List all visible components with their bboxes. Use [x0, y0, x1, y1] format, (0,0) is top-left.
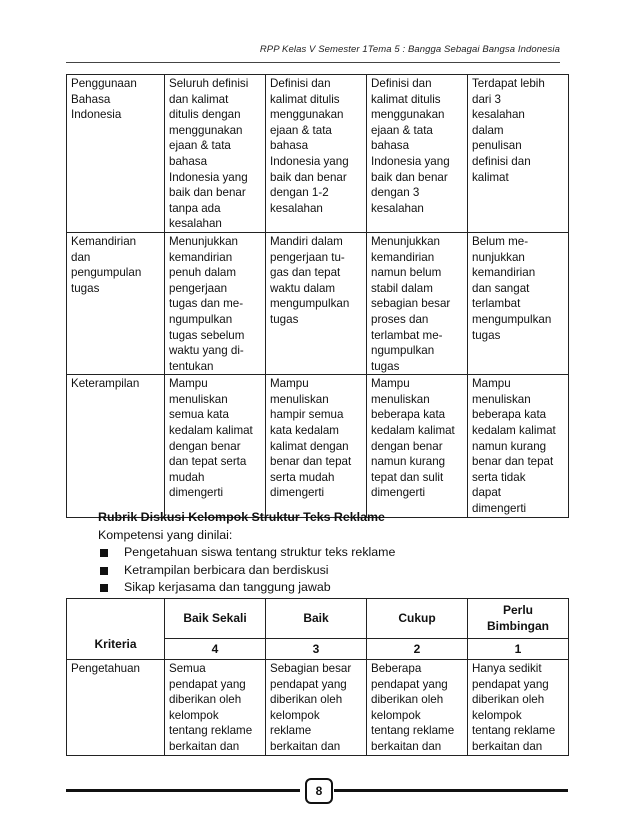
cell-line: dan sangat [472, 281, 530, 295]
descriptor-cell [468, 232, 569, 374]
cell-line: beberapa kata [371, 408, 446, 422]
cell-line: gas dan tepat [270, 266, 341, 280]
competency-text: Ketrampilan berbicara dan berdiskusi [124, 562, 329, 577]
cell-line: kelompok [472, 708, 522, 722]
cell-line: dimengerti [371, 486, 426, 500]
cell-line: bahasa [371, 139, 410, 153]
cell-line: beberapa kata [472, 408, 547, 422]
cell-line: Indonesia yang [169, 170, 248, 184]
cell-line: mengumpulkan [270, 297, 350, 311]
cell-line: dengan benar [371, 439, 443, 453]
cell-line: diberikan oleh [371, 693, 444, 707]
cell-line: Mampu [169, 377, 208, 391]
score-1: 1 [468, 639, 569, 660]
cell-line: menggunakan [371, 108, 445, 122]
cell-line: bahasa [270, 139, 309, 153]
cell-line: dengan 3 [371, 186, 420, 200]
score-2: 2 [367, 639, 468, 660]
cell-line: dengan benar [169, 439, 241, 453]
cell-line: reklame [270, 724, 312, 738]
cell-line: kelompok [270, 708, 320, 722]
running-header: RPP Kelas V Semester 1Tema 5 : Bangga Sebagai Bangsa Indonesia [259, 44, 560, 55]
cell-line: dan [71, 250, 91, 264]
header-perlu-bimbingan [468, 599, 569, 639]
descriptor-cell [266, 75, 367, 233]
header-cukup: Cukup [367, 599, 468, 639]
cell-line: proses dan [371, 312, 429, 326]
cell-line: semua kata [169, 408, 229, 422]
cell-line: tentang reklame [371, 724, 455, 738]
cell-line: kemandirian [169, 250, 233, 264]
cell-line: kedalam kalimat [472, 424, 556, 438]
cell-line: tugas [371, 359, 400, 373]
cell-line: terlambat me- [371, 328, 443, 342]
cell-line: dimengerti [169, 486, 224, 500]
cell-line: Definisi dan [270, 77, 331, 90]
cell-line: ejaan & tata [371, 123, 433, 137]
descriptor-cell [165, 375, 266, 517]
competency-item [98, 562, 395, 580]
cell-line: Bahasa [71, 92, 111, 106]
descriptor-cell [367, 660, 468, 756]
table-row [67, 375, 569, 517]
cell-line: menggunakan [270, 108, 344, 122]
square-bullet-icon [100, 584, 108, 592]
header-rule [66, 62, 560, 63]
cell-line: serta tidak [472, 470, 526, 484]
descriptor-cell [266, 660, 367, 756]
cell-line: dan tepat serta [169, 455, 247, 469]
discussion-rubric-section [98, 509, 395, 597]
cell-line: pendapat yang [371, 677, 448, 691]
cell-line: kemandirian [371, 250, 435, 264]
cell-line: diberikan oleh [472, 693, 545, 707]
cell-line: ngumpulkan [371, 344, 435, 358]
criteria-header: Kriteria [67, 599, 165, 660]
cell-line: nunjukkan [472, 250, 525, 264]
page-footer [66, 778, 568, 802]
cell-line: kedalam kalimat [169, 424, 253, 438]
cell-line: Semua [169, 662, 206, 675]
cell-line: menuliskan [270, 392, 329, 406]
cell-line: tentang reklame [169, 724, 253, 738]
cell-line: Terdapat lebih [472, 77, 545, 90]
header-line: Bimbingan [487, 619, 549, 633]
cell-line: ditulis dengan [169, 108, 241, 122]
cell-line: namun kurang [371, 455, 446, 469]
cell-line: tentang reklame [472, 724, 556, 738]
cell-line: tugas [472, 328, 501, 342]
cell-line: serta mudah [270, 470, 335, 484]
cell-line: dalam [472, 123, 504, 137]
cell-line: dari 3 [472, 92, 502, 106]
cell-line: tentukan [169, 359, 214, 373]
table-row [67, 660, 569, 756]
cell-line: ejaan & tata [270, 123, 332, 137]
cell-line: Keterampilan [71, 377, 140, 391]
competency-list [98, 544, 395, 597]
cell-line: pengerjaan [169, 281, 228, 295]
cell-line: tugas sebelum [169, 328, 245, 342]
cell-line: Mampu [270, 377, 309, 391]
cell-line: definisi dan [472, 154, 531, 168]
cell-line: mengumpulkan [472, 312, 552, 326]
cell-line: kalimat dengan [270, 439, 349, 453]
cell-line: Hanya sedikit [472, 662, 542, 675]
cell-line: namun belum [371, 266, 442, 280]
cell-line: Definisi dan [371, 77, 432, 90]
table-row [67, 75, 569, 233]
cell-line: kesalahan [169, 217, 222, 231]
cell-line: Penggunaan [71, 77, 137, 90]
descriptor-cell [266, 375, 367, 517]
cell-line: dimengerti [270, 486, 325, 500]
cell-line: penulisan [472, 139, 522, 153]
cell-line: menuliskan [371, 392, 430, 406]
criteria-cell [67, 75, 165, 233]
descriptor-cell [367, 75, 468, 233]
cell-line: diberikan oleh [270, 693, 343, 707]
cell-line: tepat dan sulit [371, 470, 444, 484]
cell-line: Mandiri dalam [270, 234, 343, 248]
cell-line: benar dan tepat [472, 455, 554, 469]
cell-line: kata kedalam [270, 424, 339, 438]
cell-line: mudah [169, 470, 205, 484]
cell-line: ejaan & tata [169, 139, 231, 153]
footer-rule-right [334, 789, 568, 792]
score-4: 4 [165, 639, 266, 660]
cell-line: dengan 1-2 [270, 186, 329, 200]
section-title: Rubrik Diskusi Kelompok Struktur Teks Reklame [98, 510, 385, 524]
cell-line: berkaitan dan [472, 739, 543, 753]
competency-text: Pengetahuan siswa tentang struktur teks reklame [124, 545, 396, 560]
cell-line: Pengetahuan [71, 662, 140, 675]
cell-line: Sebagian besar [270, 662, 352, 675]
cell-line: pendapat yang [472, 677, 549, 691]
descriptor-cell [468, 75, 569, 233]
cell-line: Seluruh definisi [169, 77, 249, 90]
cell-line: Kemandirian [71, 234, 137, 248]
section-subtitle: Kompetensi yang dinilai: [98, 527, 233, 542]
cell-line: Menunjukkan [169, 234, 238, 248]
cell-line: pendapat yang [270, 677, 347, 691]
criteria-cell [67, 232, 165, 374]
cell-line: baik dan benar [270, 170, 347, 184]
cell-line: kedalam kalimat [371, 424, 455, 438]
cell-line: kemandirian [472, 266, 536, 280]
cell-line: waktu yang di- [169, 344, 244, 358]
cell-line: stabil dalam [371, 281, 433, 295]
descriptor-cell [468, 660, 569, 756]
footer-rule-left [66, 789, 300, 792]
cell-line: bahasa [169, 154, 208, 168]
criteria-cell [67, 375, 165, 517]
competency-text: Sikap kerjasama dan tanggung jawab [124, 580, 331, 595]
table-row [67, 232, 569, 374]
cell-line: tanpa ada [169, 201, 221, 215]
cell-line: pengumpulan [71, 266, 142, 280]
descriptor-cell [165, 75, 266, 233]
cell-line: tugas [270, 312, 299, 326]
cell-line: terlambat [472, 297, 521, 311]
cell-line: kalimat ditulis [371, 92, 441, 106]
descriptor-cell [165, 232, 266, 374]
descriptor-cell [266, 232, 367, 374]
cell-line: menggunakan [169, 123, 243, 137]
cell-line: tugas dan me- [169, 297, 244, 311]
cell-line: Menunjukkan [371, 234, 440, 248]
cell-line: Indonesia [71, 108, 122, 122]
cell-line: namun kurang [472, 439, 547, 453]
discussion-rubric-table [66, 598, 569, 756]
cell-line: baik dan benar [371, 170, 448, 184]
header-line: Perlu [502, 603, 533, 618]
cell-line: baik dan benar [169, 186, 246, 200]
descriptor-cell [165, 660, 266, 756]
cell-line: dimengerti [472, 502, 527, 516]
cell-line: berkaitan dan [371, 739, 442, 753]
criteria-cell [67, 660, 165, 756]
page-number: 8 [305, 778, 333, 804]
competency-item [98, 579, 395, 597]
cell-line: kesalahan [371, 201, 424, 215]
cell-line: benar dan tepat [270, 455, 352, 469]
cell-line: menuliskan [472, 392, 531, 406]
cell-line: Beberapa [371, 662, 422, 675]
square-bullet-icon [100, 567, 108, 575]
score-3: 3 [266, 639, 367, 660]
header-baik: Baik [266, 599, 367, 639]
cell-line: ngumpulkan [169, 312, 233, 326]
cell-line: kalimat [472, 170, 509, 184]
cell-line: kesalahan [270, 201, 323, 215]
cell-line: berkaitan dan [169, 739, 240, 753]
cell-line: hampir semua [270, 408, 344, 422]
cell-line: Mampu [472, 377, 511, 391]
cell-line: Mampu [371, 377, 410, 391]
cell-line: Indonesia yang [270, 154, 349, 168]
cell-line: pendapat yang [169, 677, 246, 691]
cell-line: sebagian besar [371, 297, 451, 311]
descriptor-cell [468, 375, 569, 517]
cell-line: penuh dalam [169, 266, 237, 280]
competency-item [98, 544, 395, 562]
header-baik-sekali: Baik Sekali [165, 599, 266, 639]
cell-line: menuliskan [169, 392, 228, 406]
cell-line: Indonesia yang [371, 154, 450, 168]
cell-line: dan kalimat [169, 92, 229, 106]
cell-line: kelompok [169, 708, 219, 722]
cell-line: kesalahan [472, 108, 525, 122]
cell-line: tugas [71, 281, 100, 295]
cell-line: pengerjaan tu- [270, 250, 345, 264]
cell-line: waktu dalam [270, 281, 336, 295]
descriptor-cell [367, 375, 468, 517]
cell-line: diberikan oleh [169, 693, 242, 707]
descriptor-cell [367, 232, 468, 374]
cell-line: kelompok [371, 708, 421, 722]
cell-line: Belum me- [472, 234, 529, 248]
assessment-rubric-table [66, 74, 569, 518]
square-bullet-icon [100, 549, 108, 557]
cell-line: berkaitan dan [270, 739, 341, 753]
cell-line: kalimat ditulis [270, 92, 340, 106]
cell-line: dapat [472, 486, 502, 500]
